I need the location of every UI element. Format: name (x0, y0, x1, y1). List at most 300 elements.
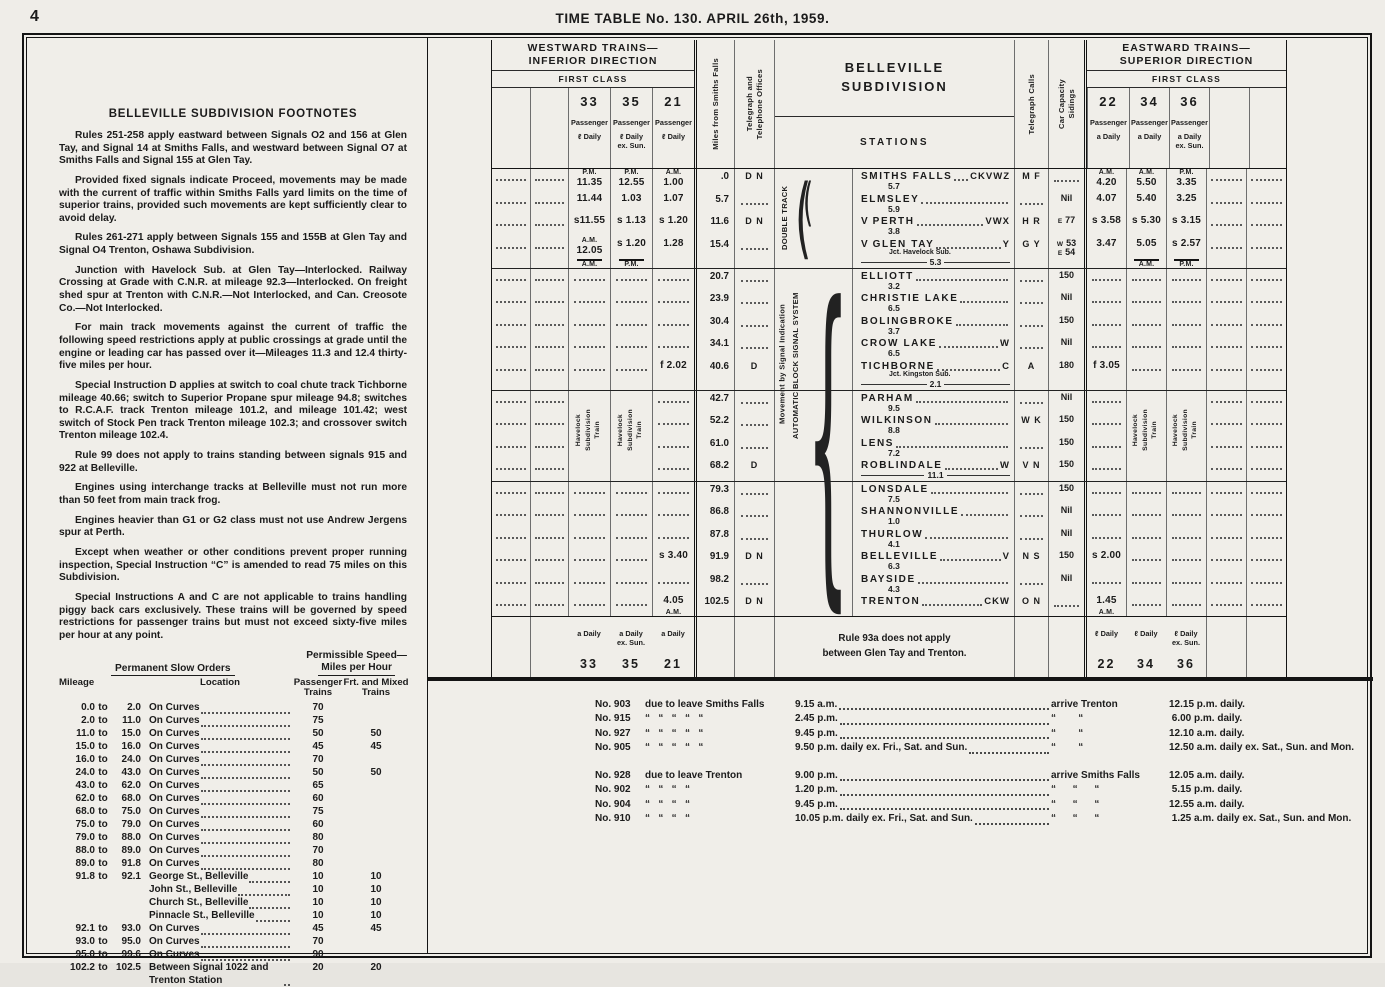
empty-schedule-cell (492, 359, 530, 390)
distance-to-next: 4.3 (888, 583, 900, 594)
distance-to-next: 7.2 (888, 447, 900, 458)
time-cell-35 (610, 527, 652, 550)
station-row (492, 192, 1286, 215)
empty-schedule-cell (530, 527, 568, 550)
time-cell-21 (652, 504, 694, 527)
time-cell-33 (568, 594, 610, 616)
telegraph-call-cell: N S (1014, 549, 1048, 572)
time-cell-22 (1084, 391, 1126, 414)
havelock-train-label: Havelock Subdivision Train (617, 409, 644, 451)
train-number: No. 915 (595, 713, 631, 724)
eastward-header (1084, 40, 1286, 168)
time-cell-21: s 3.40 (652, 549, 694, 572)
empty-schedule-cell (1206, 192, 1246, 215)
distance-to-next: 5.9 (888, 203, 900, 214)
time-cell-34 (1126, 336, 1166, 359)
station-name: ROBLINDALE (861, 460, 943, 471)
station-name: CHRISTIE LAKE (861, 293, 959, 304)
empty-schedule-cell (1246, 291, 1286, 314)
dot-leader (256, 910, 290, 922)
distance-to-next: 8.8 (888, 425, 900, 435)
dot-leader (922, 595, 982, 606)
footnote-paragraph: Rules 251-258 apply eastward between Signals O2 and 156 at Glen Tay, and Signal 14 at Smiths Falls, and westward between Signal O7 at Smiths Falls and Signal 155 at Glen Tay. (59, 130, 407, 167)
eastward-first-class: FIRST CLASS (1087, 71, 1286, 88)
time-cell-22 (1084, 572, 1126, 595)
time-cell-21: 1.28 (652, 237, 694, 268)
empty-schedule-cell (492, 169, 530, 192)
time-cell-22 (1084, 458, 1126, 481)
slow-orders-table (59, 650, 407, 987)
dot-leader (969, 743, 1049, 754)
time-cell-21 (652, 436, 694, 459)
empty-schedule-cell (1206, 482, 1246, 505)
time-cell-35 (610, 504, 652, 527)
distance-to-next: 1.0 (888, 516, 900, 526)
station-call-letters: VWX (985, 216, 1010, 227)
time-cell-34: 5.05 A.M. (1126, 237, 1166, 268)
miles-cell: 34.1 (694, 336, 734, 359)
time-cell-35: s 1.13 (610, 214, 652, 237)
train-column-footer: ℓ Daily ex. Sun. 36 (1172, 629, 1200, 671)
empty-schedule-cell (1206, 237, 1246, 268)
offices-cell: D N (734, 549, 774, 572)
offices-cell: D (734, 458, 774, 481)
footnote-paragraph: Engines using interchange tracks at Belleville must not run more than 50 feet from main track frog. (59, 482, 407, 507)
junction-note: Jct. Kingston Sub. (889, 370, 951, 378)
dot-leader (238, 884, 290, 896)
dot-leader (249, 897, 290, 909)
time-cell-22 (1084, 504, 1126, 527)
telegraph-call-cell (1014, 291, 1048, 314)
empty-schedule-cell (1206, 359, 1246, 390)
empty-schedule-cell (530, 336, 568, 359)
telegraph-call-cell: O N (1014, 594, 1048, 616)
offices-cell (734, 572, 774, 595)
empty-schedule-cell (492, 314, 530, 337)
subdivision-name-line1: BELLEVILLE (844, 60, 945, 76)
time-cell-34 (1126, 572, 1166, 595)
time-cell-22: s 2.00 (1084, 549, 1126, 572)
empty-schedule-cell (1206, 169, 1246, 192)
timetable (491, 40, 1287, 677)
miles-column-header: Miles from Smiths Falls (694, 40, 734, 168)
dot-leader (201, 780, 290, 792)
dot-leader (840, 714, 1049, 725)
empty-schedule-cell (492, 214, 530, 237)
train-number: No. 904 (595, 798, 631, 810)
offices-cell: D N (734, 594, 774, 616)
telegraph-call-cell (1014, 482, 1048, 505)
empty-schedule-cell (1246, 237, 1286, 268)
time-cell-35 (610, 336, 652, 359)
westward-header (492, 40, 694, 168)
empty-schedule-cell (1246, 527, 1286, 550)
empty-schedule-cell (1246, 336, 1286, 359)
station-prefix: V (861, 238, 868, 250)
capacity-cell: W 53 E 54 (1048, 237, 1084, 268)
distance-to-next: 3.8 (888, 226, 900, 236)
time-cell-36 (1166, 314, 1206, 337)
train-note-row: No. 928 due to leave Trenton 9.00 p.m. arrive Smiths Falls 12.05 a.m. daily. (595, 769, 1367, 784)
miles-cell: 11.6 (694, 214, 734, 237)
col-mileage: Mileage (59, 676, 95, 688)
time-cell-21 (652, 572, 694, 595)
train-column-footer: a Daily 21 (661, 629, 685, 671)
empty-schedule-cell (1246, 269, 1286, 292)
empty-schedule-cell (1206, 269, 1246, 292)
empty-train-column (492, 88, 530, 168)
footnote-paragraph: Junction with Havelock Sub. at Glen Tay—Interlocked. Railway Crossing at Grade with C.N.R. at mileage 92.3—Interlocked. On freight shed spur at Trenton with C.N.R.—Not Interlocked, and Can. Creosote Co.—Not Interlocked. (59, 264, 407, 314)
empty-schedule-cell (492, 436, 530, 459)
empty-schedule-cell (492, 413, 530, 436)
empty-schedule-cell (1206, 458, 1246, 481)
time-cell-33 (568, 482, 610, 505)
empty-schedule-cell (492, 291, 530, 314)
dot-leader (917, 215, 984, 226)
empty-schedule-cell (1206, 336, 1246, 359)
time-cell-21 (652, 269, 694, 292)
time-cell-34 (1126, 482, 1166, 505)
havelock-train-label: Havelock Subdivision Train (575, 409, 602, 451)
distance-to-next: 3.2 (888, 280, 900, 291)
time-cell-22: 1.45 A.M. (1084, 594, 1126, 616)
telegraph-call-cell (1014, 192, 1048, 215)
slow-order-row: 93.0 to 95.0 On Curves 70 (75, 935, 324, 948)
offices-cell (734, 436, 774, 459)
station-name: WILKINSON (861, 415, 933, 426)
empty-schedule-cell (1246, 192, 1286, 215)
time-cell-21 (652, 391, 694, 414)
time-cell-36 (1166, 549, 1206, 572)
telegraph-call-cell: A (1014, 359, 1048, 390)
slow-order-row: 95.0 to 99.6 On Curves 90 (75, 948, 324, 961)
dot-leader (249, 871, 290, 883)
time-cell-35: s 1.20 P.M. (610, 237, 652, 268)
empty-schedule-cell (492, 336, 530, 359)
capacity-cell: Nil (1048, 391, 1084, 414)
col-freight: Frt. and Mixed Trains (343, 676, 409, 699)
empty-footer-cell (530, 617, 568, 677)
distance-to-next: 7.5 (888, 493, 900, 504)
time-cell-21 (652, 482, 694, 505)
empty-schedule-cell (530, 594, 568, 616)
train-column-header: 34 Passenger a Daily (1129, 88, 1169, 168)
time-cell-33: s11.55 (568, 214, 610, 237)
offices-cell (734, 413, 774, 436)
station-name: SMITHS FALLS (861, 171, 953, 182)
slow-order-row: 102.2 to 102.5 Between Signal 1022 and Trenton Station 20 20 (69, 961, 382, 986)
train-note-row: No. 927 “ “ “ “ “ 9.45 p.m. “ “ 12.10 a.m. daily. (595, 727, 1367, 742)
slow-order-row: 88.0 to 89.0 On Curves 70 (75, 844, 324, 857)
time-cell-22 (1084, 314, 1126, 337)
footnote-paragraph: Engines heavier than G1 or G2 class must not use Andrew Jergens spur at Perth. (59, 514, 407, 539)
capacity-cell: Nil (1048, 291, 1084, 314)
time-cell-33 (568, 314, 610, 337)
time-cell-33: A.M. 12.05 A.M. (568, 237, 610, 268)
empty-schedule-cell (1246, 504, 1286, 527)
timetable-area (427, 38, 1367, 953)
dot-leader (201, 806, 290, 818)
slow-orders-rows (59, 702, 407, 987)
empty-schedule-cell (492, 391, 530, 414)
distance-to-next: 11.1 (927, 470, 944, 480)
time-cell-36: 3.25 (1166, 192, 1206, 215)
time-cell-36 (1166, 572, 1206, 595)
time-cell-22 (1084, 336, 1126, 359)
eastward-train-notes (595, 769, 1367, 827)
offices-cell (734, 336, 774, 359)
havelock-train-label: Havelock Subdivision Train (1172, 409, 1199, 451)
empty-schedule-cell (530, 504, 568, 527)
capacity-cell: 150 (1048, 314, 1084, 337)
slow-order-row: 91.8 to 92.1 George St., Belleville 10 10 (75, 870, 382, 883)
slow-order-row: 68.0 to 75.0 On Curves 75 (75, 805, 324, 818)
station-call-letters: W (1000, 460, 1010, 471)
empty-schedule-cell (1206, 413, 1246, 436)
telegraph-call-cell (1014, 572, 1048, 595)
empty-schedule-cell (1206, 527, 1246, 550)
station-name: LONSDALE (861, 483, 929, 495)
station-prefix: V (861, 216, 868, 227)
heavy-bottom-rule (427, 677, 1373, 681)
subdivision-header (774, 40, 1014, 168)
empty-schedule-cell (1246, 359, 1286, 390)
offices-cell: D N (734, 214, 774, 237)
train-note-row: No. 910 “ “ “ “ 10.05 p.m. daily ex. Fri., Sat. and Sun. “ “ “ 1.25 a.m. daily ex. Sat., Sun. and Mon. (595, 812, 1367, 827)
time-cell-22 (1084, 527, 1126, 550)
time-cell-21: 1.07 (652, 192, 694, 215)
time-cell-35 (610, 359, 652, 390)
capacity-cell: 150 (1048, 269, 1084, 292)
station-name: ELMSLEY (861, 193, 920, 205)
page-border-inner (26, 37, 1368, 986)
miles-cell: 40.6 (694, 359, 734, 390)
offices-cell (734, 192, 774, 215)
eastward-direction-line1: EASTWARD TRAINS— (1122, 41, 1251, 54)
station-name-cell (852, 169, 1014, 192)
miles-cell: 61.0 (694, 436, 734, 459)
time-cell-33 (568, 336, 610, 359)
distance-to-next: 3.7 (888, 325, 900, 336)
empty-schedule-cell (530, 269, 568, 292)
empty-schedule-cell (530, 482, 568, 505)
subdivision-name-line2: SUBDIVISION (841, 79, 948, 94)
empty-schedule-cell (530, 192, 568, 215)
miles-cell: 15.4 (694, 237, 734, 268)
capacity-cell: 180 (1048, 359, 1084, 390)
empty-schedule-cell (1246, 436, 1286, 459)
empty-schedule-cell (530, 214, 568, 237)
dot-leader (201, 754, 290, 766)
time-cell-21: s 1.20 (652, 214, 694, 237)
train-column-header: 36 Passenger a Daily ex. Sun. (1169, 88, 1209, 168)
telegraph-call-cell (1014, 269, 1048, 292)
time-cell-22 (1084, 413, 1126, 436)
train-note-row: No. 902 “ “ “ “ 1.20 p.m. “ “ “ 5.15 p.m. daily. (595, 783, 1367, 798)
station-call-letters: W (1000, 338, 1010, 349)
station-name-cell (852, 192, 1014, 215)
time-cell-34 (1126, 527, 1166, 550)
time-cell-35: P.M. 12.55 (610, 169, 652, 192)
train-column-footer: a Daily ex. Sun. 35 (617, 629, 645, 671)
station-name-cell (852, 594, 1014, 616)
slow-order-row: 89.0 to 91.8 On Curves 80 (75, 857, 324, 870)
telegraph-call-cell: H R (1014, 214, 1048, 237)
footnote-paragraph: Except when weather or other conditions prevent proper running inspection, Special Instruction “C” is amended to read 75 miles on this Subdivision. (59, 546, 407, 584)
empty-schedule-cell (492, 549, 530, 572)
automatic-block-signal-label: AUTOMATIC BLOCK SIGNAL SYSTEM (790, 292, 800, 440)
distance-to-next: 5.7 (888, 181, 900, 191)
slow-order-row: John St., Belleville 10 10 (149, 883, 382, 896)
miles-cell: 23.9 (694, 291, 734, 314)
station-row (492, 572, 1286, 595)
dot-leader (201, 728, 290, 740)
station-name: BAYSIDE (861, 573, 916, 585)
footnote-paragraph: Rule 99 does not apply to trains standing between signals 915 and 922 at Belleville. (59, 450, 407, 474)
time-cell-22: 3.47 (1084, 237, 1126, 268)
footnotes-panel (27, 38, 427, 986)
time-cell-22: f 3.05 (1084, 359, 1126, 390)
time-cell-35: 1.03 (610, 192, 652, 215)
miles-cell: .0 (694, 169, 734, 192)
telegraph-call-cell (1014, 527, 1048, 550)
footnotes-title: BELLEVILLE SUBDIVISION FOOTNOTES (108, 108, 358, 120)
station-name: PERTH (872, 216, 915, 227)
telegraph-call-cell: V N (1014, 458, 1048, 481)
capacity-cell: 150 (1048, 458, 1084, 481)
capacity-cell: Nil (1048, 336, 1084, 359)
slow-order-row: 92.1 to 93.0 On Curves 45 45 (75, 922, 382, 935)
time-cell-34 (1126, 359, 1166, 390)
empty-schedule-cell (1206, 391, 1246, 414)
telegraph-calls-header: Telegraph Calls (1014, 40, 1048, 168)
dot-leader (201, 832, 290, 844)
station-name: BOLINGBROKE (861, 315, 954, 327)
time-cell-33: P.M. 11.35 (568, 169, 610, 192)
time-cell-35 (610, 549, 652, 572)
time-cell-21 (652, 314, 694, 337)
dot-leader (201, 741, 290, 753)
westward-direction-line2: INFERIOR DIRECTION (528, 55, 658, 67)
empty-schedule-cell (1246, 391, 1286, 414)
empty-schedule-cell (1206, 436, 1246, 459)
page-number: 4 (30, 8, 39, 25)
dot-leader (936, 238, 1000, 249)
time-cell-36 (1166, 291, 1206, 314)
miles-cell: 98.2 (694, 572, 734, 595)
miles-cell: 68.2 (694, 458, 734, 481)
footnotes-top-paragraphs (59, 130, 407, 642)
empty-train-column (1209, 88, 1249, 168)
empty-schedule-cell (530, 413, 568, 436)
miles-cell: 79.3 (694, 482, 734, 505)
station-name: BELLEVILLE (861, 551, 939, 562)
station-name: THURLOW (861, 528, 924, 540)
rule-93a-note: Rule 93a does not apply between Glen Tay and Trenton. (774, 617, 1014, 677)
time-cell-34 (1126, 549, 1166, 572)
time-cell-22: s 3.58 (1084, 214, 1126, 237)
time-cell-33: 11.44 (568, 192, 610, 215)
offices-cell (734, 291, 774, 314)
time-cell-22: 4.07 (1084, 192, 1126, 215)
time-cell-34 (1126, 314, 1166, 337)
slow-order-row: 75.0 to 79.0 On Curves 60 (75, 818, 324, 831)
station-name-cell (852, 214, 1014, 237)
time-cell-21: f 2.02 (652, 359, 694, 390)
capacity-cell: Nil (1048, 192, 1084, 215)
time-cell-35 (610, 594, 652, 616)
station-name: PARHAM (861, 392, 914, 404)
train-column-footer: ℓ Daily 22 (1084, 617, 1126, 677)
station-call-letters: V (1002, 551, 1010, 562)
slow-order-row: 0.0 to 2.0 On Curves 70 (81, 701, 324, 714)
slow-order-row: 15.0 to 16.0 On Curves 45 45 (75, 740, 382, 753)
capacity-cell: 150 (1048, 549, 1084, 572)
offices-cell: D (734, 359, 774, 390)
footnote-paragraph: Special Instruction D applies at switch to coal chute track Tichborne mileage 40.66; switch to Superior Propane spur mileage 94.8; switches to R.C.A.F. track Trenton mileage 101.2, and mileage 101.42; west switch of Stock Pen track Trenton mileage 102.3; and crossover switch Trenton mileage 102.4. (59, 379, 407, 442)
empty-schedule-cell (1206, 314, 1246, 337)
col-location: Location (200, 676, 240, 688)
train-number: No. 927 (595, 727, 631, 739)
time-cell-36: P.M. 3.35 (1166, 169, 1206, 192)
station-call-letters: CKW (984, 596, 1010, 607)
telegraph-call-cell: G Y (1014, 237, 1048, 268)
dot-leader (954, 170, 968, 181)
offices-cell (734, 237, 774, 268)
dot-leader (201, 819, 290, 831)
empty-schedule-cell (1246, 169, 1286, 192)
train-column-header: 33 Passenger ℓ Daily (568, 88, 610, 168)
time-cell-22 (1084, 291, 1126, 314)
station-name: GLEN TAY (872, 238, 935, 250)
time-cell-34 (1126, 594, 1166, 616)
dot-leader (284, 974, 290, 986)
empty-schedule-cell (492, 482, 530, 505)
offices-cell (734, 269, 774, 292)
time-cell-34 (1126, 291, 1166, 314)
station-row (492, 169, 1286, 192)
distance-to-next: 5.3 (929, 257, 942, 267)
time-cell-36 (1166, 482, 1206, 505)
stations-label: STATIONS (859, 137, 930, 148)
timetable-header (492, 40, 1286, 169)
telegraph-call-cell (1014, 336, 1048, 359)
empty-footer-cell (1014, 617, 1048, 677)
time-cell-36: s 3.15 (1166, 214, 1206, 237)
miles-cell: 87.8 (694, 527, 734, 550)
dot-leader (201, 702, 290, 714)
telegraph-call-cell (1014, 504, 1048, 527)
westward-direction-line1: WESTWARD TRAINS— (527, 41, 659, 54)
empty-schedule-cell (492, 237, 530, 268)
empty-schedule-cell (1206, 594, 1246, 616)
empty-schedule-cell (492, 504, 530, 527)
dot-leader (201, 936, 290, 948)
speed-header: Permissible Speed— Miles per Hour (306, 650, 407, 675)
empty-schedule-cell (492, 192, 530, 215)
train-number: No. 905 (595, 742, 631, 753)
station-name-cell (852, 572, 1014, 595)
telegraph-call-cell: M F (1014, 169, 1048, 192)
dot-leader (201, 715, 290, 727)
empty-schedule-cell (1246, 214, 1286, 237)
capacity-cell: Nil (1048, 527, 1084, 550)
telegraph-call-cell (1014, 436, 1048, 459)
train-column-header: 35 Passenger ℓ Daily ex. Sun. (610, 88, 652, 168)
empty-schedule-cell (530, 359, 568, 390)
page-title: TIME TABLE No. 130. APRIL 26th, 1959. (555, 11, 830, 26)
signal-system-brace-icon (807, 264, 998, 564)
